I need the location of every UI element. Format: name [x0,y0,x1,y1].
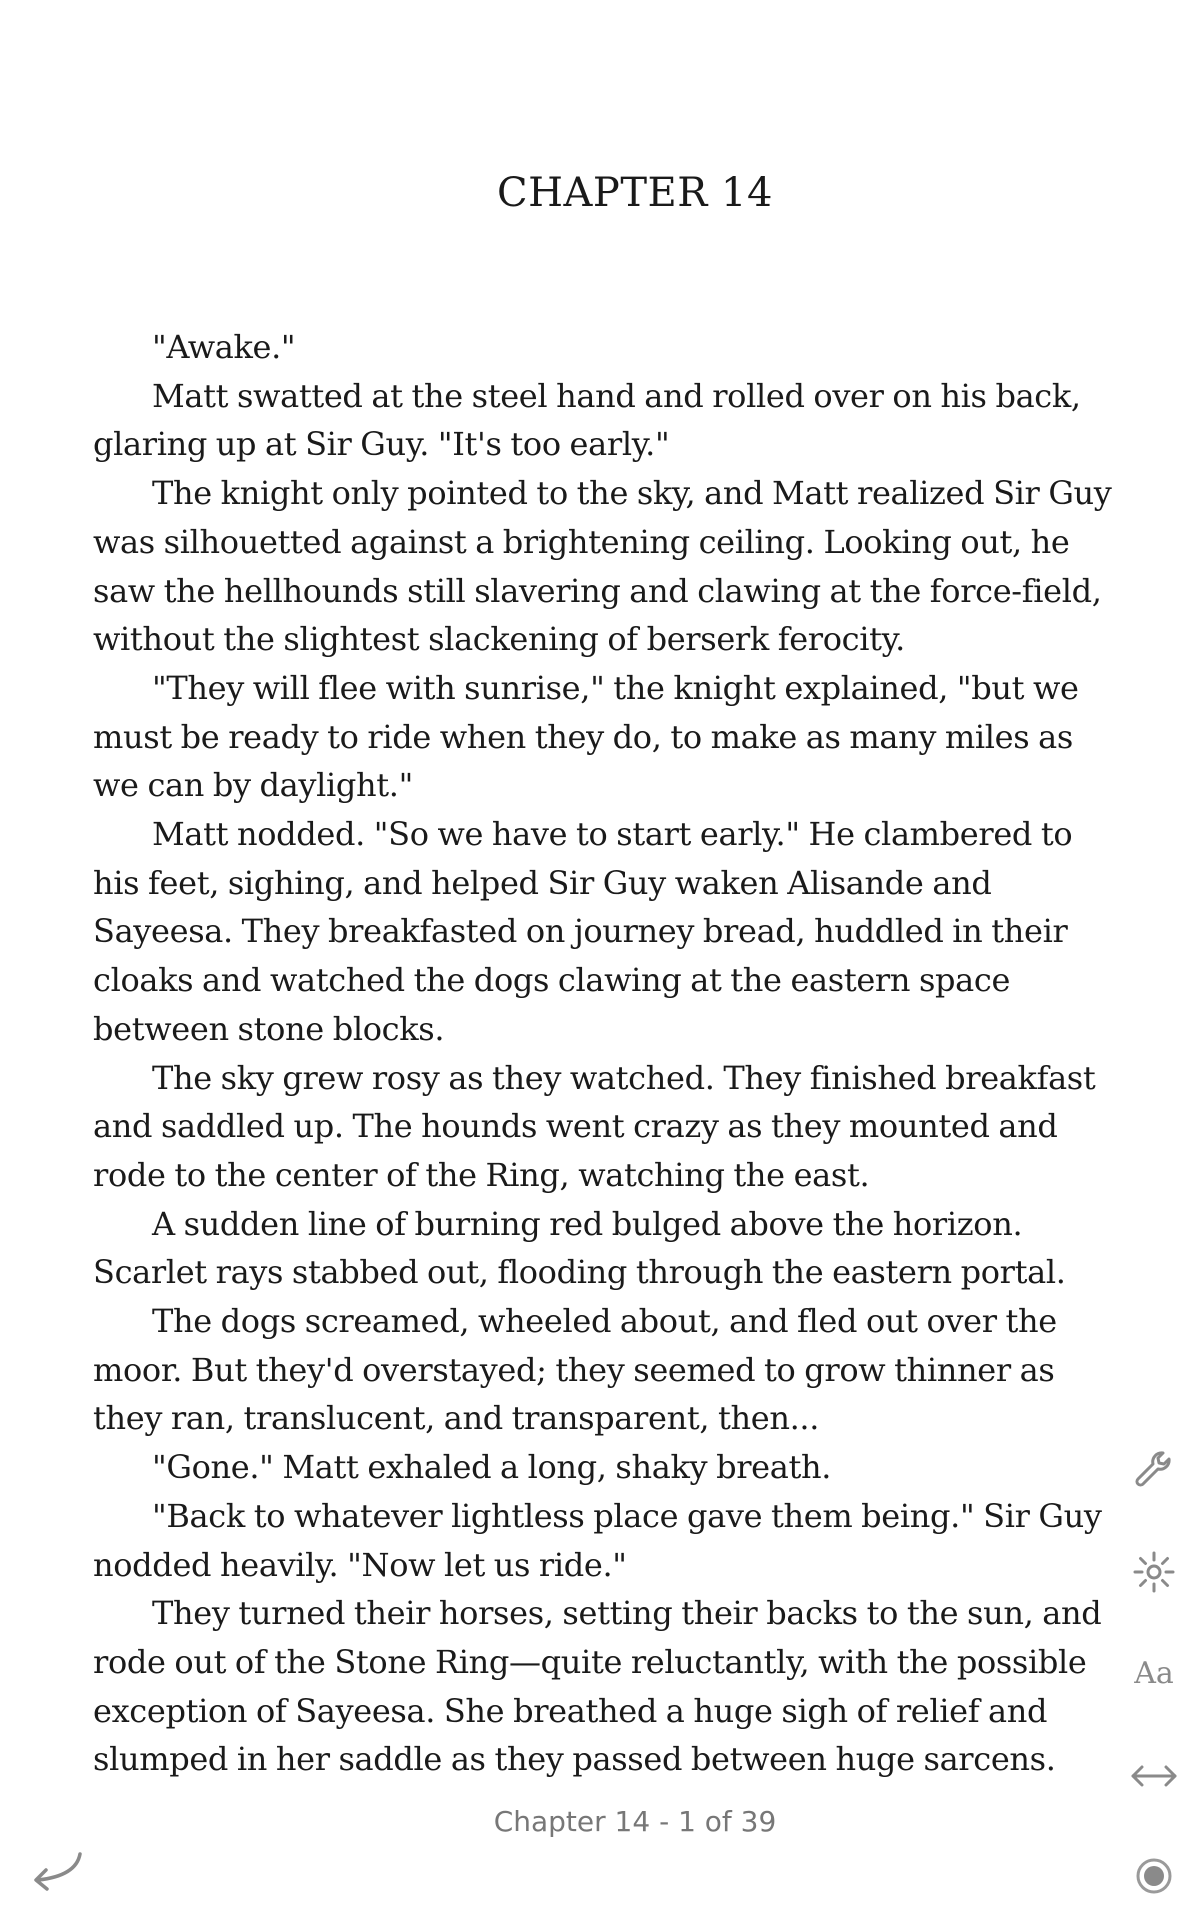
brightness-icon [1132,1550,1176,1594]
paragraph: The knight only pointed to the sky, and Matt realized Sir Guy was silhouetted against a brightening ceiling. Looking out, he saw the hellhounds still slavering and clawing at the force-field, without the slightest slackening of berserk ferocity. [93,474,1112,659]
font-size-button[interactable]: Aa [1134,1655,1174,1691]
settings-button[interactable] [1126,1442,1182,1498]
reading-mode-button[interactable] [1130,1852,1178,1900]
paragraph: They turned their horses, setting their backs to the sun, and rode out of the Stone Ring—quite reluctantly, with the possible exception of Sayeesa. She breathed a huge sigh of relief and slumped in her saddle as they passed between huge sarcens. [93,1594,1102,1779]
radio-dot-icon [1134,1856,1174,1896]
paragraph: "Back to whatever lightless place gave them being." Sir Guy nodded heavily. "Now let us ride." [93,1496,1102,1584]
page-body [93,323,1118,1784]
paragraph: "Awake." [152,328,296,366]
paragraph: The dogs screamed, wheeled about, and fled out over the moor. But they'd overstayed; they seemed to grow thinner as they ran, translucent, and transparent, then... [93,1302,1057,1438]
paragraph: "Gone." Matt exhaled a long, shaky breath. [152,1448,832,1487]
chapter-progress: Chapter 14 - 1 of 39 [493,1805,777,1838]
paragraph: Matt nodded. "So we have to start early." He clambered to his feet, sighing, and helped Sir Guy waken Alisande and Sayeesa. They breakfasted on journey bread, huddled in their cloaks and watched the dogs clawing at the eastern space between stone blocks. [93,815,1073,1048]
brightness-button[interactable] [1126,1544,1182,1600]
paragraph: Matt swatted at the steel hand and rolled over on his back, glaring up at Sir Guy. "It's too early." [93,376,1081,464]
chapter-title: CHAPTER 14 [497,170,773,216]
double-arrow-icon [1128,1761,1180,1791]
paragraph: The sky grew rosy as they watched. They finished breakfast and saddled up. The hounds went crazy as they mounted and rode to the center of the Ring, watching the east. [93,1058,1096,1194]
back-arrow-icon [30,1848,84,1894]
paragraph: A sudden line of burning red bulged above the horizon. Scarlet rays stabbed out, flooding through the eastern portal. [93,1204,1066,1292]
page-width-button[interactable] [1124,1756,1184,1796]
paragraph: "They will flee with sunrise," the knight explained, "but we must be ready to ride when they do, to make as many miles as we can by daylight." [93,668,1079,805]
wrench-icon [1132,1448,1176,1492]
back-button[interactable] [28,1845,86,1897]
